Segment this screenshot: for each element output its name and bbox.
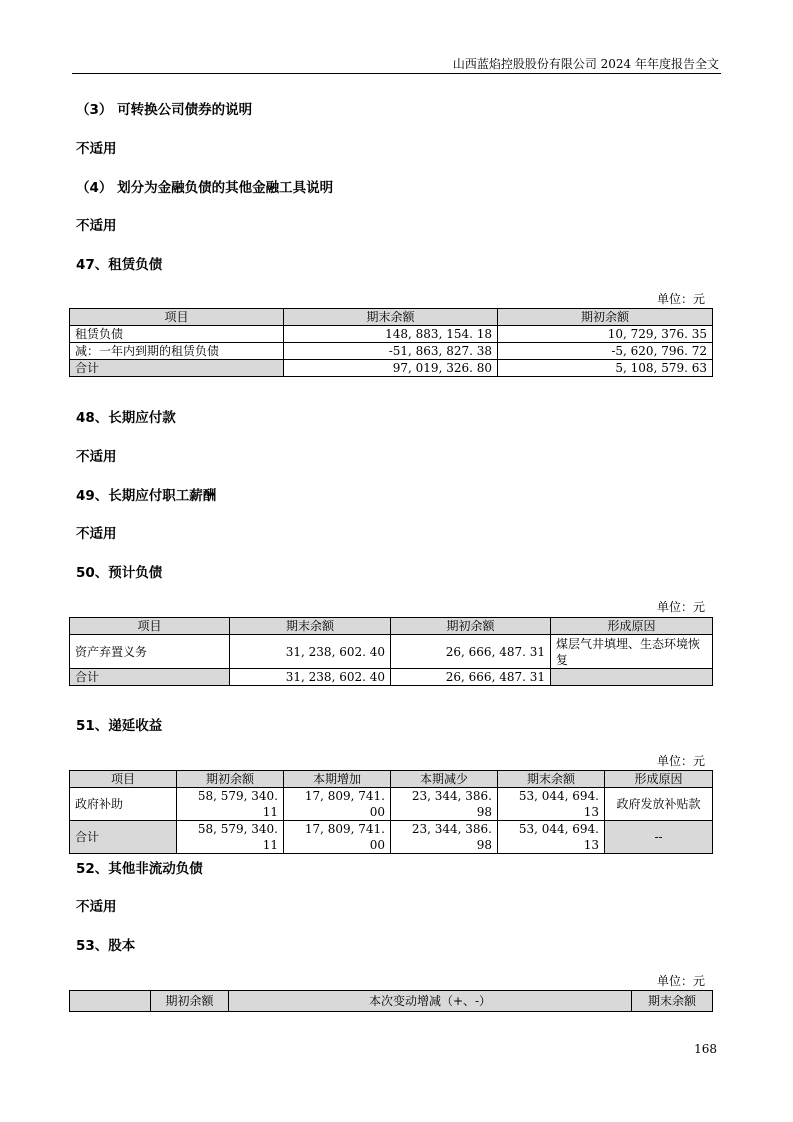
table-cell: 17, 809, 741. 00 [284, 788, 391, 821]
table-header-row [70, 618, 713, 635]
section-47-unit: 单位：元 [656, 292, 705, 306]
provisions-table [69, 617, 713, 686]
table-total-row [70, 669, 713, 686]
column-header: 期初余额 [151, 991, 229, 1012]
table-cell: 58, 579, 340. 11 [177, 821, 284, 854]
table-header-row [70, 991, 713, 1012]
table-row [70, 343, 713, 360]
table-cell: 31, 238, 602. 40 [230, 635, 391, 669]
column-header: 期末余额 [230, 618, 391, 635]
section-47-heading: 47、租赁负债 [76, 257, 163, 273]
deferred-income-table [69, 770, 713, 854]
table-cell: 合计 [70, 669, 230, 686]
column-header: 本期增加 [284, 771, 391, 788]
table-cell [551, 669, 713, 686]
column-header [70, 991, 151, 1012]
table-cell: 23, 344, 386. 98 [391, 821, 498, 854]
table-header-row [70, 309, 713, 326]
column-header: 项目 [70, 771, 177, 788]
table-cell: 26, 666, 487. 31 [391, 669, 551, 686]
column-header: 本期减少 [391, 771, 498, 788]
table-cell: -51, 863, 827. 38 [284, 343, 498, 360]
table-total-row [70, 821, 713, 854]
table-cell: 合计 [70, 821, 177, 854]
column-header: 期末余额 [284, 309, 498, 326]
table-cell: 减：一年内到期的租赁负债 [70, 343, 284, 360]
table-cell: 97, 019, 326. 80 [284, 360, 498, 377]
lease-liability-table [69, 308, 713, 377]
section-49-heading: 49、长期应付职工薪酬 [76, 488, 217, 504]
table-row [70, 635, 713, 669]
section-3-text: 不适用 [76, 141, 117, 157]
table-cell: 10, 729, 376. 35 [498, 326, 713, 343]
section-51-unit: 单位：元 [656, 754, 705, 768]
table-cell: -5, 620, 796. 72 [498, 343, 713, 360]
share-capital-table [69, 990, 713, 1012]
table-cell: 53, 044, 694. 13 [498, 788, 605, 821]
table-cell: 23, 344, 386. 98 [391, 788, 498, 821]
table-cell: 政府补助 [70, 788, 177, 821]
column-header: 期初余额 [391, 618, 551, 635]
table-cell: 148, 883, 154. 18 [284, 326, 498, 343]
section-3-heading: （3） 可转换公司债券的说明 [76, 102, 253, 118]
table-cell: 31, 238, 602. 40 [230, 669, 391, 686]
column-header: 形成原因 [551, 618, 713, 635]
section-4-heading: （4） 划分为金融负债的其他金融工具说明 [76, 180, 334, 196]
section-4-text: 不适用 [76, 218, 117, 234]
table-cell: 5, 108, 579. 63 [498, 360, 713, 377]
table-total-row [70, 360, 713, 377]
table-cell: 租赁负债 [70, 326, 284, 343]
table-row [70, 326, 713, 343]
section-50-heading: 50、预计负债 [76, 565, 163, 581]
section-51-heading: 51、递延收益 [76, 718, 163, 734]
section-49-text: 不适用 [76, 526, 117, 542]
table-cell: 政府发放补贴款 [605, 788, 713, 821]
column-header: 期初余额 [177, 771, 284, 788]
section-50-unit: 单位：元 [656, 600, 705, 614]
table-cell: 合计 [70, 360, 284, 377]
column-header: 项目 [70, 618, 230, 635]
section-48-text: 不适用 [76, 449, 117, 465]
column-header: 期末余额 [498, 771, 605, 788]
table-cell: 58, 579, 340. 11 [177, 788, 284, 821]
table-header-row [70, 771, 713, 788]
table-cell: 资产弃置义务 [70, 635, 230, 669]
table-cell: 17, 809, 741. 00 [284, 821, 391, 854]
table-cell: -- [605, 821, 713, 854]
document-title: 山西蓝焰控股股份有限公司 2024 年年度报告全文 [452, 57, 719, 71]
table-cell: 26, 666, 487. 31 [391, 635, 551, 669]
section-52-text: 不适用 [76, 899, 117, 915]
table-cell: 53, 044, 694. 13 [498, 821, 605, 854]
page-header [72, 52, 721, 74]
column-header: 本次变动增减（+、-） [229, 991, 632, 1012]
section-48-heading: 48、长期应付款 [76, 410, 176, 426]
section-52-heading: 52、其他非流动负债 [76, 861, 203, 877]
table-cell: 煤层气井填埋、生态环境恢复 [551, 635, 713, 669]
column-header: 期末余额 [632, 991, 713, 1012]
column-header: 形成原因 [605, 771, 713, 788]
section-53-heading: 53、股本 [76, 938, 136, 954]
table-row [70, 788, 713, 821]
page-number: 168 [694, 1042, 717, 1056]
section-53-unit: 单位：元 [656, 974, 705, 988]
column-header: 期初余额 [498, 309, 713, 326]
column-header: 项目 [70, 309, 284, 326]
